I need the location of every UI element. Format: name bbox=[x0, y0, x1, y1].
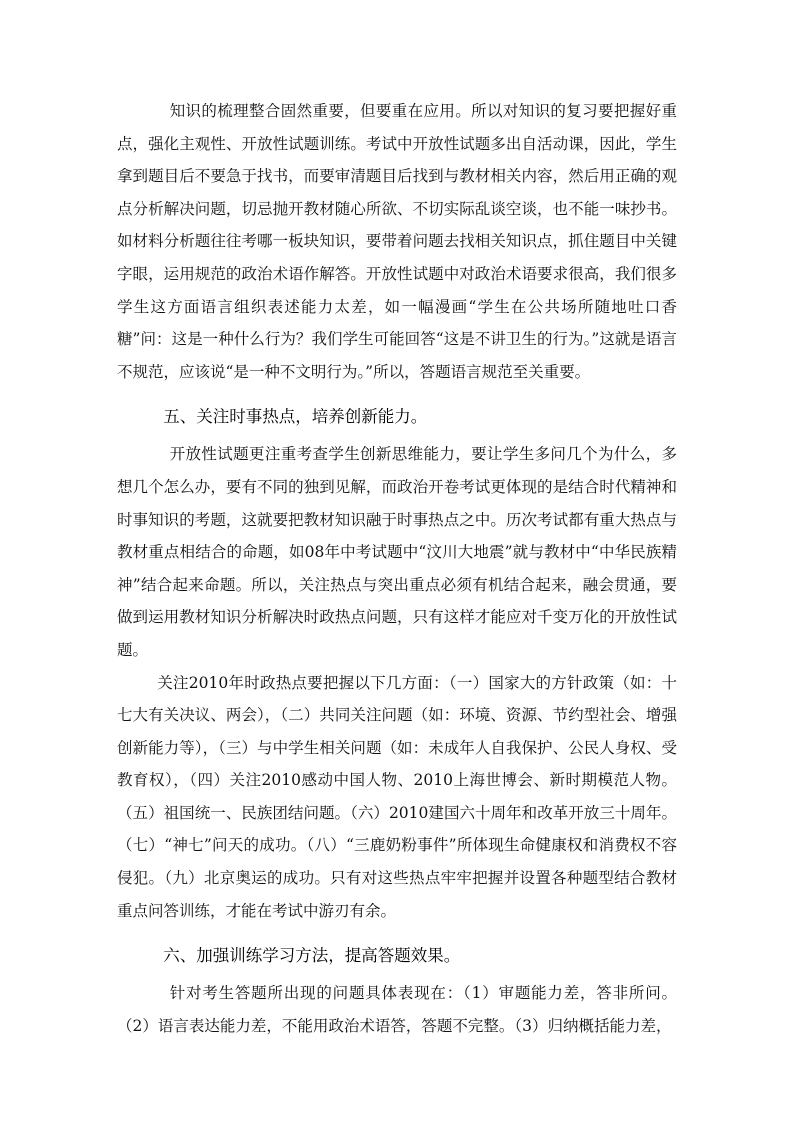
paragraph-current-affairs: 开放性试题更注重考查学生创新思维能力，要让学生多问几个为什么，多想几个怎么办，要有不同的独到见解，而政治开卷考试更体现的是结合时代精神和时事知识的考题，这就要把教材知识融于时事热点之中。历次考试都有重大热点与教材重点相结合的命题，如08年中考试题中“汶川大地震”就与教材中“中华民族精神”结合起来命题。所以，关注热点与突出重点必须有机结合起来，融会贯通，要做到运用教材知识分析解决时政热点问题，只有这样才能应对千变万化的开放性试题。 bbox=[117, 445, 677, 659]
spacer bbox=[117, 927, 677, 933]
paragraph-answer-problems: 针对考生答题所出现的问题具体表现在：（1）审题能力差，答非所问。（2）语言表达能力差，不能用政治术语答，答题不完整。（3）归纳概括能力差， bbox=[117, 984, 677, 1035]
paragraph-hot-topics-2010: 关注2010年时政热点要把握以下几方面：（一）国家大的方针政策（如：十七大有关决议、两会），（二）共同关注问题（如：环境、资源、节约型社会、增强创新能力等），（三）与中学生相关问题（如：未成年人自我保护、公民人身权、受教育权），（四）关注2010感动中国人物、2010上海世博会、新时期模范人物。（五）祖国统一、民族团结问题。（六）2010建国六十周年和改革开放三十周年。（七）“神七”问天的成功。（八）“三鹿奶粉事件”所体现生命健康权和消费权不容侵犯。（九）北京奥运的成功。只有对这些热点牢牢把握并设置各种题型结合教材重点问答训练，才能在考试中游刃有余。 bbox=[117, 673, 677, 920]
section-heading-six: 六、加强训练学习方法，提高答题效果。 bbox=[163, 946, 461, 966]
spacer bbox=[117, 388, 677, 394]
section-heading-five: 五、关注时事热点，培养创新能力。 bbox=[163, 407, 428, 427]
paragraph-knowledge-application: 知识的梳理整合固然重要，但要重在应用。所以对知识的复习要把握好重点，强化主观性、开放性试题训练。考试中开放性试题多出自活动课，因此，学生拿到题目后不要急于找书，而要审清题目后找到与教材相关内容，然后用正确的观点分析解决问题，切忌抛开教材随心所欲、不切实际乱谈空谈，也不能一味抄书。如材料分析题往往考哪一板块知识，要带着问题去找相关知识点，抓住题目中关键字眼，运用规范的政治术语作解答。开放性试题中对政治术语要求很高，我们很多学生这方面语言组织表述能力太差，如一幅漫画“学生在公共场所随地吐口香糖”问：这是一种什么行为？我们学生可能回答“这是不讲卫生的行为。”这就是语言不规范，应该说“是一种不文明行为。”所以，答题语言规范至关重要。 bbox=[117, 102, 677, 381]
document-body bbox=[117, 95, 677, 1042]
